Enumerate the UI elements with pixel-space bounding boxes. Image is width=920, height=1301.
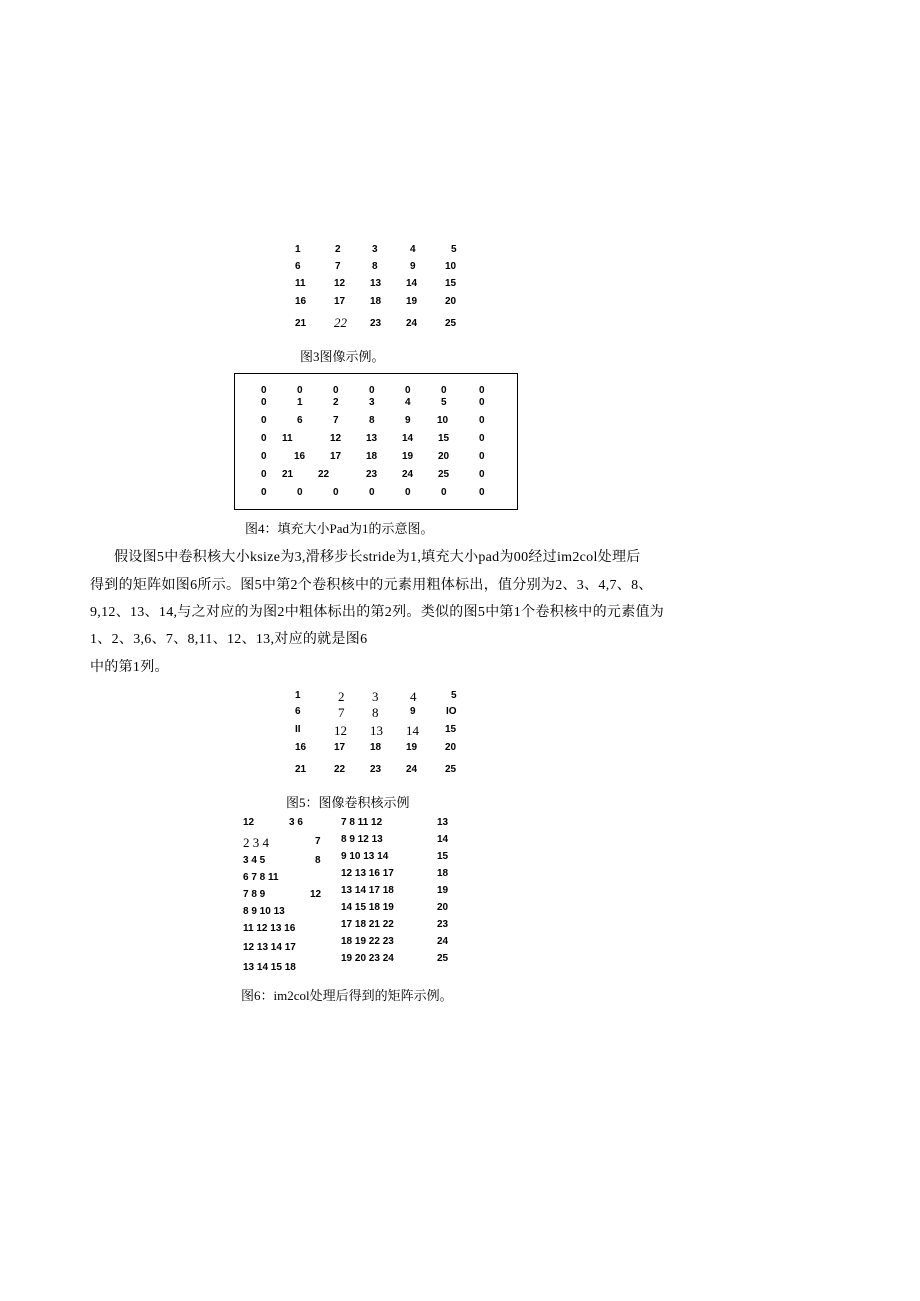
fig6-cell: 8	[315, 855, 321, 866]
figure-6-caption: 图6：im2col处理后得到的矩阵示例。	[241, 988, 453, 1003]
fig4-cell: 25	[438, 469, 450, 480]
fig6-cell: 3 6	[289, 817, 303, 828]
fig4-cell: 0	[297, 487, 303, 498]
fig4-cell: 0	[261, 397, 267, 408]
fig4-cell: 9	[405, 415, 411, 426]
fig5-cell: 12	[334, 723, 347, 738]
fig3-cell: 18	[370, 296, 382, 307]
fig5-cell: 2	[338, 689, 345, 704]
fig6-cell: 7 8 9	[243, 889, 266, 900]
fig4-cell: 0	[297, 385, 303, 396]
fig4-cell: 0	[261, 433, 267, 444]
fig3-cell: 12	[334, 278, 346, 289]
fig3-cell: 23	[370, 318, 382, 329]
fig4-cell: 0	[261, 451, 267, 462]
fig6-cell: 14 15 18 19	[341, 902, 394, 913]
fig4-cell: 0	[479, 451, 485, 462]
fig4-cell: 0	[333, 487, 339, 498]
fig4-cell: 0	[369, 487, 375, 498]
fig5-cell: 21	[295, 764, 307, 775]
fig3-cell: 2	[335, 244, 341, 255]
fig5-cell: 18	[370, 742, 382, 753]
fig4-cell: 12	[330, 433, 342, 444]
fig6-cell: 7 8 11 12	[341, 817, 383, 828]
fig5-cell: 16	[295, 742, 307, 753]
fig5-cell: 14	[406, 723, 419, 738]
fig4-cell: 0	[405, 487, 411, 498]
fig3-cell: 9	[410, 261, 416, 272]
fig6-cell: 3 4 5	[243, 855, 266, 866]
fig4-cell: 0	[441, 487, 447, 498]
fig3-cell: 16	[295, 296, 307, 307]
fig5-cell: 25	[445, 764, 457, 775]
fig6-cell: 12	[310, 889, 322, 900]
fig6-cell: 19	[437, 885, 449, 896]
fig5-cell: 7	[338, 705, 345, 720]
fig4-cell: 0	[333, 385, 339, 396]
fig4-cell: 0	[405, 385, 411, 396]
fig4-cell: 0	[479, 397, 485, 408]
fig6-cell: 12 13 16 17	[341, 868, 394, 879]
fig4-cell: 0	[369, 385, 375, 396]
fig4-cell: 8	[369, 415, 375, 426]
fig5-cell: 5	[451, 690, 457, 701]
fig4-cell: 7	[333, 415, 339, 426]
fig4-cell: 2	[333, 397, 339, 408]
fig5-cell: II	[295, 724, 301, 735]
fig4-cell: 0	[479, 415, 485, 426]
fig5-cell: 20	[445, 742, 457, 753]
fig6-cell: 20	[437, 902, 449, 913]
fig3-cell: 15	[445, 278, 457, 289]
fig3-cell: 7	[335, 261, 341, 272]
fig5-cell: 24	[406, 764, 418, 775]
fig5-cell: 15	[445, 724, 457, 735]
fig5-cell: 3	[372, 689, 379, 704]
fig4-cell: 16	[294, 451, 306, 462]
fig4-cell: 0	[261, 487, 267, 498]
figure-4-caption: 图4：填充大小Pad为1的示意图。	[245, 521, 434, 536]
fig4-cell: 0	[261, 385, 267, 396]
fig4-cell: 11	[282, 433, 293, 444]
fig5-cell: 4	[410, 689, 417, 704]
fig5-cell: 1	[295, 690, 301, 701]
fig4-cell: 0	[441, 385, 447, 396]
fig6-cell: 24	[437, 936, 449, 947]
fig4-cell: 24	[402, 469, 414, 480]
fig4-cell: 13	[366, 433, 378, 444]
fig3-cell: 5	[451, 244, 457, 255]
fig3-cell: 11	[295, 278, 306, 289]
fig6-cell: 25	[437, 953, 449, 964]
fig5-cell: 23	[370, 764, 382, 775]
fig4-cell: 3	[369, 397, 375, 408]
fig6-cell: 19 20 23 24	[341, 953, 394, 964]
fig6-cell: 6 7 8 11	[243, 872, 279, 883]
fig4-cell: 5	[441, 397, 447, 408]
fig4-cell: 4	[405, 397, 411, 408]
paragraph-line: 1、2、3,6、7、8,11、12、13,对应的就是图6	[90, 632, 368, 647]
fig3-cell: 22	[334, 315, 347, 330]
fig3-cell: 13	[370, 278, 382, 289]
fig6-cell: 12	[243, 817, 255, 828]
fig6-cell: 23	[437, 919, 449, 930]
fig4-cell: 18	[366, 451, 378, 462]
fig3-cell: 24	[406, 318, 418, 329]
fig4-cell: 19	[402, 451, 414, 462]
paragraph-line: 假设图5中卷积核大小ksize为3,滑移步长stride为1,填充大小pad为00经过im2col处理后	[114, 550, 641, 565]
fig6-cell: 13 14 17 18	[341, 885, 394, 896]
fig4-cell: 14	[402, 433, 414, 444]
fig3-cell: 8	[372, 261, 378, 272]
fig6-cell: 18	[437, 868, 449, 879]
fig6-cell: 14	[437, 834, 449, 845]
fig4-cell: 0	[261, 469, 267, 480]
fig4-cell: 0	[261, 415, 267, 426]
fig3-cell: 17	[334, 296, 346, 307]
paragraph-line: 中的第1列。	[90, 660, 169, 675]
fig4-cell: 23	[366, 469, 378, 480]
fig4-cell: 20	[438, 451, 450, 462]
fig6-cell: 13	[437, 817, 449, 828]
figure-5-caption: 图5：图像卷积核示例	[286, 795, 410, 810]
paragraph-line: 得到的矩阵如图6所示。图5中第2个卷积核中的元素用粗体标出，值分别为2、3、4,7、8、	[90, 578, 653, 593]
fig4-cell: 15	[438, 433, 450, 444]
fig5-cell: IO	[446, 706, 457, 717]
fig6-cell: 17 18 21 22	[341, 919, 394, 930]
fig5-cell: 22	[334, 764, 346, 775]
fig6-cell: 8 9 12 13	[341, 834, 383, 845]
fig4-cell: 0	[479, 487, 485, 498]
fig4-cell: 22	[318, 469, 330, 480]
fig5-cell: 17	[334, 742, 346, 753]
fig4-cell: 1	[297, 397, 303, 408]
fig6-cell: 12 13 14 17	[243, 942, 296, 953]
figure-3-caption: 图3图像示例。	[300, 349, 385, 364]
fig5-cell: 19	[406, 742, 418, 753]
fig6-cell: 13 14 15 18	[243, 962, 296, 973]
fig6-cell: 11 12 13 16	[243, 923, 296, 934]
fig4-cell: 17	[330, 451, 342, 462]
fig3-cell: 20	[445, 296, 457, 307]
fig5-cell: 8	[372, 705, 379, 720]
fig4-cell: 0	[479, 433, 485, 444]
fig3-cell: 6	[295, 261, 301, 272]
fig3-cell: 14	[406, 278, 418, 289]
fig6-cell: 8 9 10 13	[243, 906, 285, 917]
fig5-cell: 6	[295, 706, 301, 717]
fig6-cell: 18 19 22 23	[341, 936, 394, 947]
fig3-cell: 25	[445, 318, 457, 329]
fig4-cell: 0	[479, 469, 485, 480]
paragraph-line: 9,12、13、14,与之对应的为图2中粗体标出的第2列。类似的图5中第1个卷积核中的元素值为	[90, 605, 665, 620]
fig3-cell: 21	[295, 318, 307, 329]
fig4-cell: 0	[479, 385, 485, 396]
fig4-cell: 21	[282, 469, 294, 480]
fig3-cell: 19	[406, 296, 418, 307]
fig6-cell: 7	[315, 836, 321, 847]
fig6-cell: 9 10 13 14	[341, 851, 389, 862]
fig5-cell: 9	[410, 706, 416, 717]
fig3-cell: 3	[372, 244, 378, 255]
fig3-cell: 4	[410, 244, 416, 255]
fig6-cell: 2 3 4	[243, 835, 269, 850]
fig3-cell: 1	[295, 244, 301, 255]
fig6-cell: 15	[437, 851, 449, 862]
fig4-cell: 10	[437, 415, 449, 426]
fig5-cell: 13	[370, 723, 383, 738]
fig3-cell: 10	[445, 261, 457, 272]
fig4-cell: 6	[297, 415, 303, 426]
